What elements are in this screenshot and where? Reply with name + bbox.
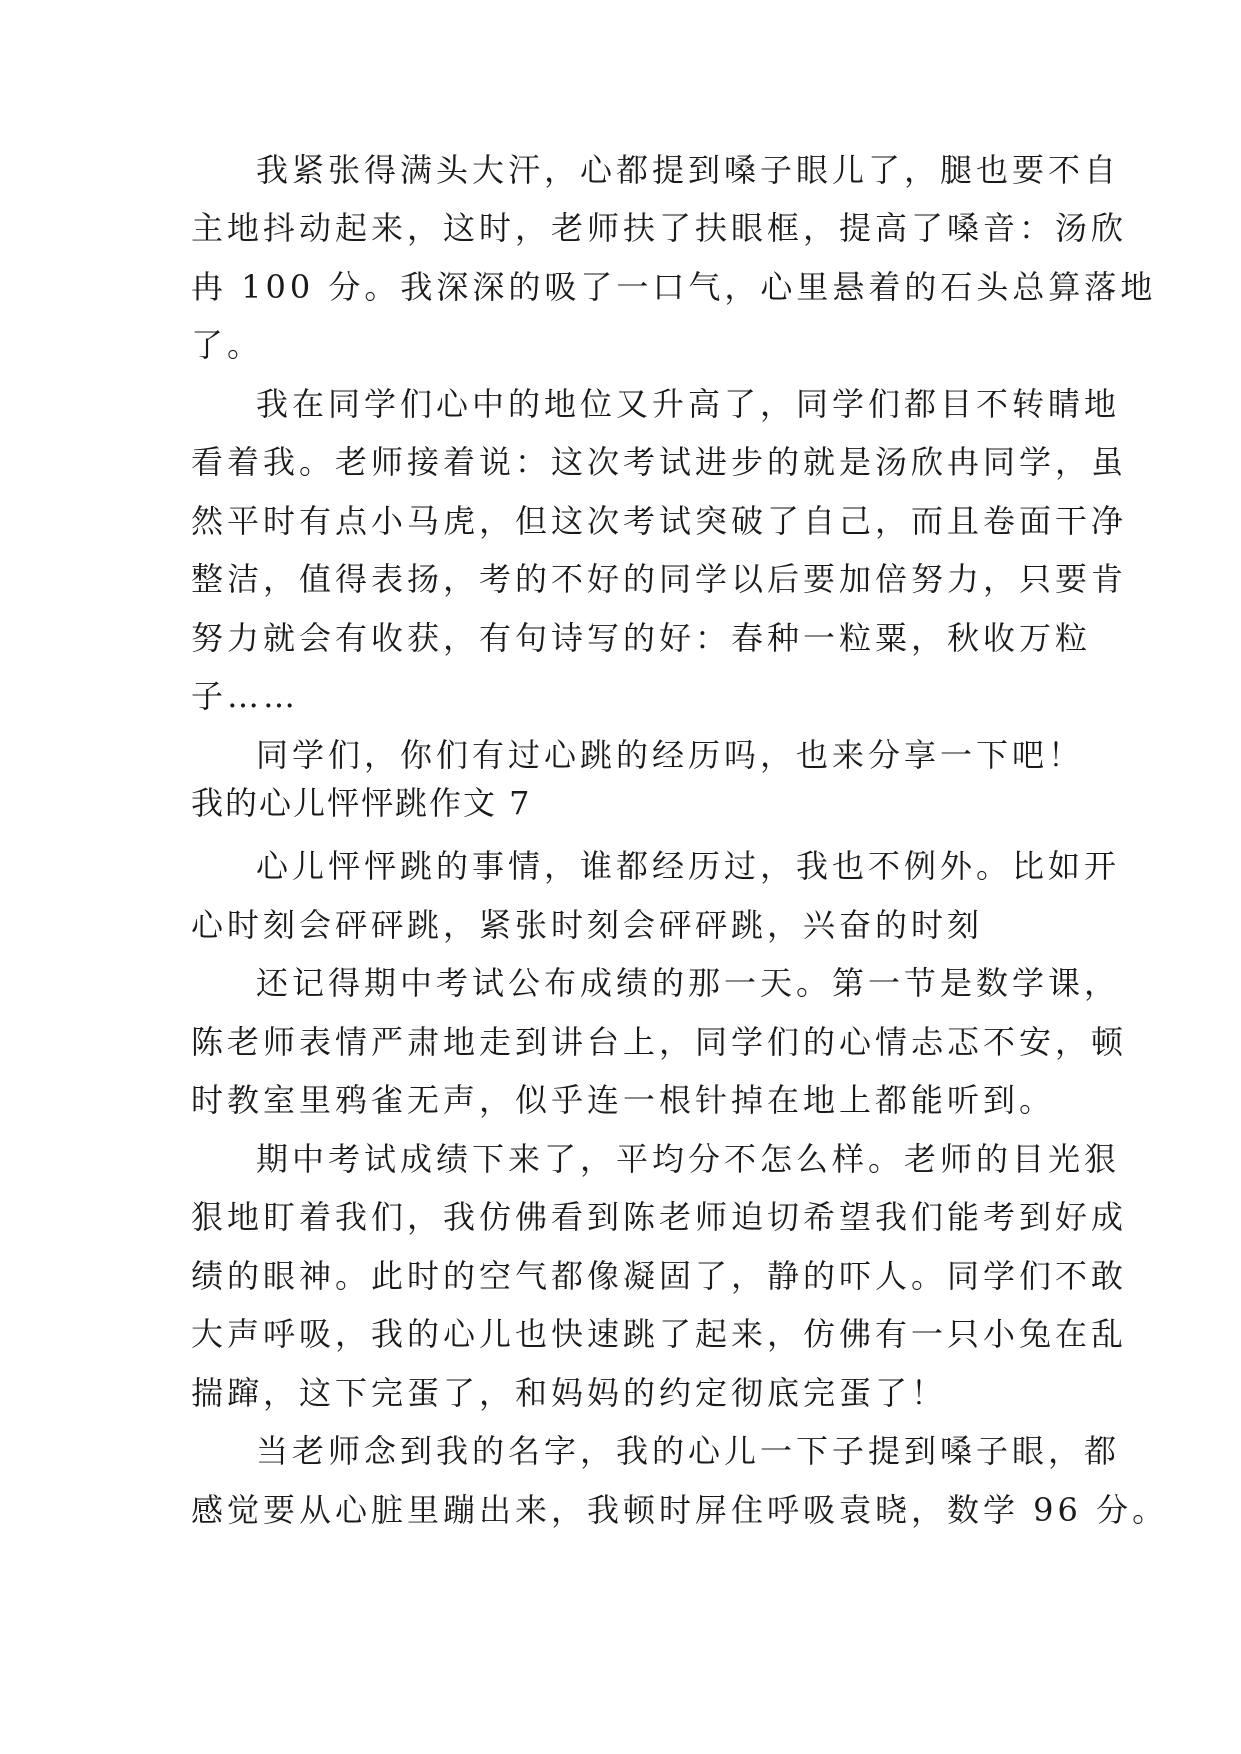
paragraph-line: 大声呼吸，我的心儿也快速跳了起来，仿佛有一只小兔在乱	[191, 1315, 1128, 1353]
paragraph-line: 整洁，值得表扬，考的不好的同学以后要加倍努力，只要肯	[191, 560, 1128, 598]
paragraph-line: 时教室里鸦雀无声，似乎连一根针掉在地上都能听到。	[191, 1081, 1056, 1119]
paragraph-line: 心儿怦怦跳的事情，谁都经历过，我也不例外。比如开	[256, 847, 1121, 885]
paragraph-line: 期中考试成绩下来了，平均分不怎么样。老师的目光狠	[256, 1140, 1121, 1178]
paragraph-line: 绩的眼神。此时的空气都像凝固了，静的吓人。同学们不敢	[191, 1257, 1128, 1295]
paragraph-line: 然平时有点小马虎，但这次考试突破了自己，而且卷面干净	[191, 502, 1128, 540]
paragraph-line: 子……	[191, 677, 300, 715]
paragraph-line: 还记得期中考试公布成绩的那一天。第一节是数学课，	[256, 964, 1121, 1002]
paragraph-line: 主地抖动起来，这时，老师扶了扶眼框，提高了嗓音：汤欣	[191, 209, 1128, 247]
paragraph-line: 陈老师表情严肃地走到讲台上，同学们的心情忐忑不安，顿	[191, 1023, 1128, 1061]
section-heading: 我的心儿怦怦跳作文 7	[191, 784, 532, 822]
paragraph-line: 心时刻会砰砰跳，紧张时刻会砰砰跳，兴奋的时刻	[191, 906, 984, 944]
paragraph-line: 揣蹿，这下完蛋了，和妈妈的约定彻底完蛋了！	[191, 1374, 948, 1412]
paragraph-line: 我紧张得满头大汗，心都提到嗓子眼儿了，腿也要不自	[256, 151, 1121, 189]
paragraph-line: 狠地盯着我们，我仿佛看到陈老师迫切希望我们能考到好成	[191, 1198, 1128, 1236]
paragraph-line: 冉 100 分。我深深的吸了一口气，心里悬着的石头总算落地	[191, 268, 1157, 306]
paragraph-line: 了。	[191, 326, 264, 364]
paragraph-line: 感觉要从心脏里蹦出来，我顿时屏住呼吸袁晓，数学 96 分。	[191, 1491, 1169, 1529]
paragraph-line: 努力就会有收获，有句诗写的好：春种一粒粟，秋收万粒	[191, 619, 1092, 657]
paragraph-line: 看着我。老师接着说：这次考试进步的就是汤欣冉同学，虽	[191, 443, 1128, 481]
paragraph-line: 同学们，你们有过心跳的经历吗，也来分享一下吧！	[256, 736, 1085, 774]
paragraph-line: 我在同学们心中的地位又升高了，同学们都目不转睛地	[256, 385, 1121, 423]
paragraph-line: 当老师念到我的名字，我的心儿一下子提到嗓子眼，都	[256, 1432, 1121, 1470]
